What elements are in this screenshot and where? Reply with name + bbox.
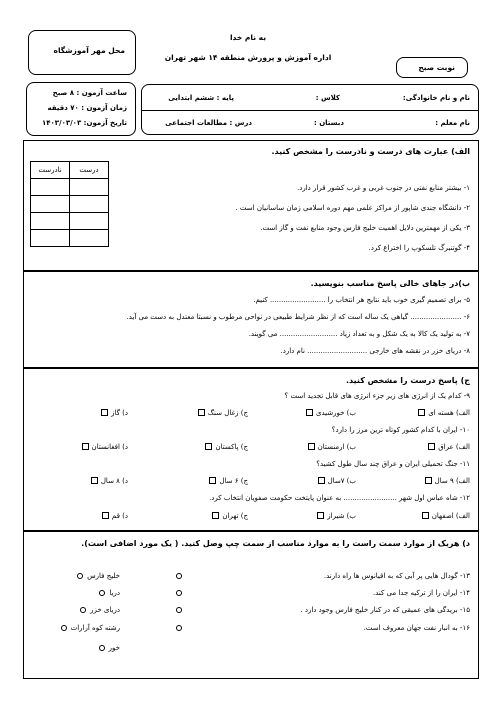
exam-time: ساعت آزمون : ۸ صبح bbox=[52, 89, 127, 97]
option-11b[interactable]: ب) ۷سال bbox=[318, 477, 356, 485]
answer-cell[interactable] bbox=[70, 179, 109, 196]
stamp-label: محل مهر آموزشگاه bbox=[53, 46, 125, 55]
match-left-4[interactable]: رشته کوه آرارات bbox=[61, 624, 120, 632]
match-right-15: ۱۵- بریدگی های عمیقی که در کنار خلیج فارس وجود دارد . bbox=[300, 606, 470, 614]
option-10c[interactable]: ج) پاکستان bbox=[205, 443, 248, 451]
option-10a[interactable]: الف) عراق bbox=[428, 443, 470, 451]
match-right-dot[interactable] bbox=[176, 573, 182, 579]
match-left-dot[interactable] bbox=[77, 573, 83, 579]
question-10: ۱۰- ایران با کدام کشور کوتاه ترین مرز را دارد؟ bbox=[331, 426, 470, 434]
match-left-2[interactable]: دریا bbox=[99, 589, 120, 597]
match-right-dot[interactable] bbox=[176, 607, 182, 613]
option-10d[interactable]: د) افغانستان bbox=[82, 443, 128, 451]
grade-label: پایه : ششم ابتدایی bbox=[168, 94, 234, 102]
match-right-16: ۱۶- به انبار نفت جهان معروف است. bbox=[363, 624, 470, 632]
match-left-1[interactable]: خلیج فارس bbox=[77, 572, 120, 580]
checkbox[interactable] bbox=[422, 512, 429, 519]
section-fill-blanks bbox=[23, 271, 479, 368]
section-d-title: د) هریک از موارد سمت راست را به موارد مناسب از سمت چپ وصل کنید. ( یک مورد اضافی است). bbox=[81, 539, 470, 548]
shift-label: نوبت صبح bbox=[418, 63, 455, 72]
match-right-14: ۱۴- ایران را از ترکیه جدا می کند. bbox=[372, 589, 470, 597]
section-matching bbox=[23, 531, 479, 679]
checkbox[interactable] bbox=[425, 477, 432, 484]
blank-8: ۸- دریای خزر در نقشه های خارجی ........................... نام دارد. bbox=[280, 347, 470, 355]
name-label: نام و نام خانوادگی: bbox=[402, 94, 470, 102]
checkbox[interactable] bbox=[198, 409, 205, 416]
option-11d[interactable]: د) ۸ سال bbox=[91, 477, 128, 485]
checkbox[interactable] bbox=[101, 409, 108, 416]
statement-2: ۲- دانشگاه جندی شاپور از مراکز علمی مهم دوره اسلامی زمان ساسانیان است . bbox=[235, 204, 470, 212]
subject-label: درس : مطالعات اجتماعی bbox=[165, 119, 252, 127]
question-12: ۱۲- شاه عباس اول شهر ........................ به عنوان پایتخت حکومت صفویان انتخاب کرد. bbox=[209, 494, 470, 502]
option-12d[interactable]: د) قم bbox=[102, 512, 128, 520]
blank-5: ۵- برای تصمیم گیری خوب باید نتایج هر انتخاب را ......................... کنیم. bbox=[253, 296, 470, 304]
match-right-13: ۱۳- گودال هایی پر آبی که به اقیانوس ها راه دارند. bbox=[323, 572, 470, 580]
match-left-dot[interactable] bbox=[99, 645, 105, 651]
option-9d[interactable]: د) گاز bbox=[101, 409, 128, 417]
statement-3: ۳- یکی از مهمترین دلایل اهمیت خلیج فارس وجود منابع نفت و گاز است. bbox=[260, 224, 470, 232]
checkbox[interactable] bbox=[205, 443, 212, 450]
statement-1: ۱- بیشتر منابع نفتی در جنوب غربی و غرب کشور قرار دارد. bbox=[297, 184, 470, 192]
question-11: ۱۱- جنگ تحمیلی ایران و عراق چند سال طول کشید؟ bbox=[316, 460, 470, 468]
class-label: کلاس : bbox=[315, 94, 340, 102]
checkbox[interactable] bbox=[209, 477, 216, 484]
school-stamp-box bbox=[28, 30, 136, 75]
answer-cell[interactable] bbox=[31, 196, 70, 213]
col-false: نادرست bbox=[31, 162, 70, 179]
shift-box bbox=[396, 57, 468, 78]
option-12c[interactable]: ج) تهران bbox=[212, 512, 248, 520]
match-left-5[interactable]: خور bbox=[99, 644, 120, 652]
checkbox[interactable] bbox=[317, 512, 324, 519]
checkbox[interactable] bbox=[306, 409, 313, 416]
checkbox[interactable] bbox=[318, 477, 325, 484]
match-right-dot[interactable] bbox=[176, 625, 182, 631]
school-label: دبستان : bbox=[313, 119, 344, 127]
match-left-dot[interactable] bbox=[99, 590, 105, 596]
match-left-3[interactable]: دریای خزر bbox=[80, 606, 120, 614]
question-9: ۹- کدام یک از انرژی های زیر جزء انرژی های قابل تجدید است ؟ bbox=[284, 392, 470, 400]
blank-6: ۶- ....................... گیاهی یک ساله است که از نظر شرایط طبیعی در نواحی مرطوب و نسبتا معتدل به دست می آید. bbox=[126, 313, 470, 321]
office-title: اداره آموزش و پرورش منطقه ۱۴ شهر تهران bbox=[164, 53, 332, 62]
info-divider bbox=[142, 110, 478, 111]
checkbox[interactable] bbox=[91, 477, 98, 484]
section-b-title: ب)در جاهای خالی پاسخ مناسب بنویسید. bbox=[310, 279, 470, 288]
col-true: درست bbox=[70, 162, 109, 179]
exam-date: تاریخ آزمون: ۱۴۰۳/۰۳/۰۳ bbox=[41, 119, 127, 127]
answer-cell[interactable] bbox=[70, 196, 109, 213]
answer-cell[interactable] bbox=[70, 213, 109, 230]
exam-duration: زمان آزمون : ۷۰ دقیقه bbox=[47, 104, 127, 112]
match-left-dot[interactable] bbox=[80, 607, 86, 613]
checkbox[interactable] bbox=[428, 443, 435, 450]
statement-4: ۴- گوتنبرگ تلسکوپ را اختراع کرد. bbox=[368, 244, 470, 252]
section-a-title: الف) عبارت های درست و نادرست را مشخص کنید. bbox=[271, 147, 470, 156]
option-12a[interactable]: الف) اصفهان bbox=[422, 512, 470, 520]
true-false-table bbox=[30, 161, 109, 247]
option-9c[interactable]: ج) زغال سنگ bbox=[198, 409, 248, 417]
exam-info-box bbox=[26, 82, 136, 136]
checkbox[interactable] bbox=[82, 443, 89, 450]
option-9b[interactable]: ب) خورشیدی bbox=[306, 409, 356, 417]
bismillah: به نام خدا bbox=[229, 33, 267, 42]
answer-cell[interactable] bbox=[31, 179, 70, 196]
option-9a[interactable]: الف) هسته ای bbox=[418, 409, 470, 417]
match-left-dot[interactable] bbox=[61, 625, 67, 631]
checkbox[interactable] bbox=[308, 443, 315, 450]
checkbox[interactable] bbox=[212, 512, 219, 519]
section-c-title: ج) پاسخ درست را مشخص کنید. bbox=[346, 376, 470, 385]
section-true-false bbox=[23, 140, 479, 271]
blank-7: ۷- به تولید یک کالا به یک شکل و به تعداد زیاد .......................... می گویند. bbox=[248, 330, 470, 338]
answer-cell[interactable] bbox=[31, 213, 70, 230]
option-12b[interactable]: ب) شیراز bbox=[317, 512, 356, 520]
answer-cell[interactable] bbox=[31, 230, 70, 247]
student-info-box bbox=[141, 84, 479, 135]
match-right-dot[interactable] bbox=[176, 590, 182, 596]
answer-cell[interactable] bbox=[70, 230, 109, 247]
checkbox[interactable] bbox=[418, 409, 425, 416]
option-10b[interactable]: ب) ارمنستان bbox=[308, 443, 356, 451]
option-11a[interactable]: الف) ۹ سال bbox=[425, 477, 470, 485]
checkbox[interactable] bbox=[102, 512, 109, 519]
section-multiple-choice bbox=[23, 368, 479, 531]
teacher-label: نام معلم : bbox=[435, 119, 470, 127]
option-11c[interactable]: ج) ۶ سال bbox=[209, 477, 248, 485]
